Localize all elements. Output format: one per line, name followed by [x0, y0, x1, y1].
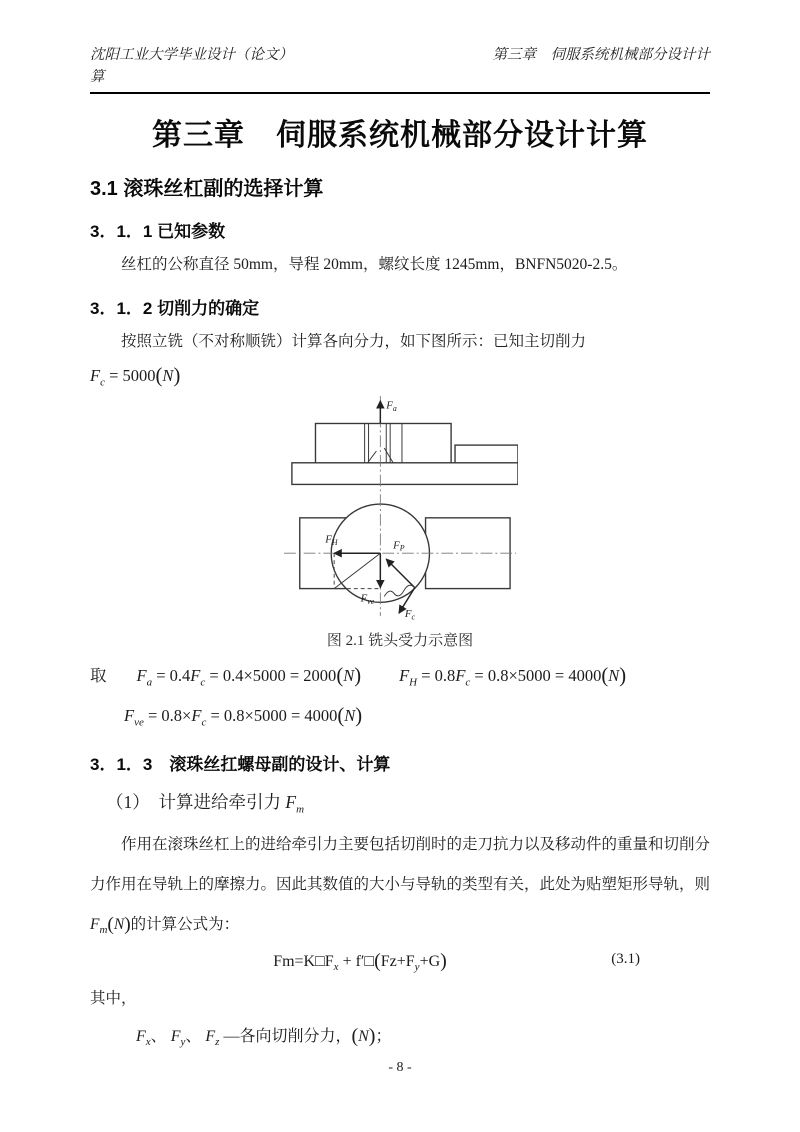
figure-caption: 图 2.1 铣头受力示意图	[326, 633, 474, 650]
cutting-force-intro-text: 按照立铣（不对称顺铣）计算各向分力，如下图所示：已知主切削力	[121, 333, 587, 350]
mill-head-block	[315, 424, 451, 463]
symbol-definition-line: $F_x$、 $F_y$、 $F_z$ —各向切削分力，(N)；	[136, 1025, 392, 1049]
milling-force-figure	[90, 394, 710, 650]
header-wrapped-text: 算	[90, 69, 105, 85]
label-fc: $F_c$	[404, 608, 416, 622]
section-heading-3-1-3: 3．1．3 滚珠丝扛螺母副的设计、计算	[90, 754, 391, 774]
formula-fve: $F_{ve} = 0.8\times F_c = 0.8\times 5000 = 4000(N)$	[124, 704, 363, 728]
where-label: 其中，	[90, 989, 137, 1007]
label-fa: $F_a$	[386, 400, 397, 414]
page-number: - 8 -	[388, 1060, 412, 1075]
milling-force-diagram	[282, 394, 518, 622]
workpiece-base	[292, 463, 518, 485]
equation-3-1: $Fm=K□F_x$ + $f'□(Fz+F_y+G)$	[273, 950, 447, 974]
section-heading-3-1: 3.1 滚珠丝杠副的选择计算	[90, 178, 324, 200]
formula-fc: $F_c = 5000(N)$	[90, 365, 181, 389]
header-right-text: 第三章 伺服系统机械部分设计计	[492, 47, 710, 63]
workpiece-step	[455, 445, 518, 463]
side-view	[292, 424, 518, 485]
label-fh: $F_H$	[325, 533, 338, 548]
section-heading-3-1-1: 3．1．1 已知参数	[90, 222, 226, 241]
header-rule	[90, 92, 710, 94]
known-parameters-text: 丝杠的公称直径 50mm，导程 20mm，螺纹长度 1245mm，BNFN5020-2.5。	[121, 256, 628, 273]
label-fve: $F_{ve}$	[360, 592, 375, 607]
equation-number: (3.1)	[611, 951, 640, 968]
header-left-text: 沈阳工业大学毕业设计（论文）	[90, 47, 293, 63]
label-fp: $F_P$	[393, 539, 405, 554]
traction-force-paragraph: 作用在滚珠丝杠上的进给牵引力主要包括切削时的走刀抗力以及移动件的重量和切削分力作用在导轨上的摩擦力。因此其数值的大小与导轨的类型有关，此处为贴塑矩形导轨，则 $F_m(N)$的计算公式为：	[90, 836, 711, 937]
section-heading-3-1-2: 3．1．2 切削力的确定	[90, 299, 260, 318]
take-label: 取	[90, 666, 107, 686]
take-values-row	[90, 662, 710, 688]
formula-fa: $F_a = 0.4F_c = 0.4\times 5000 = 2000(N)$	[136, 665, 362, 689]
page-header	[90, 0, 710, 88]
item-1-heading: （1） 计算进给牵引力 $F_m$	[106, 791, 305, 816]
chapter-title: 第三章 伺服系统机械部分设计计算	[152, 119, 648, 152]
formula-fh: $F_H = 0.8F_c = 0.8\times 5000 = 4000(N)$	[399, 665, 627, 689]
equation-row	[90, 950, 710, 973]
